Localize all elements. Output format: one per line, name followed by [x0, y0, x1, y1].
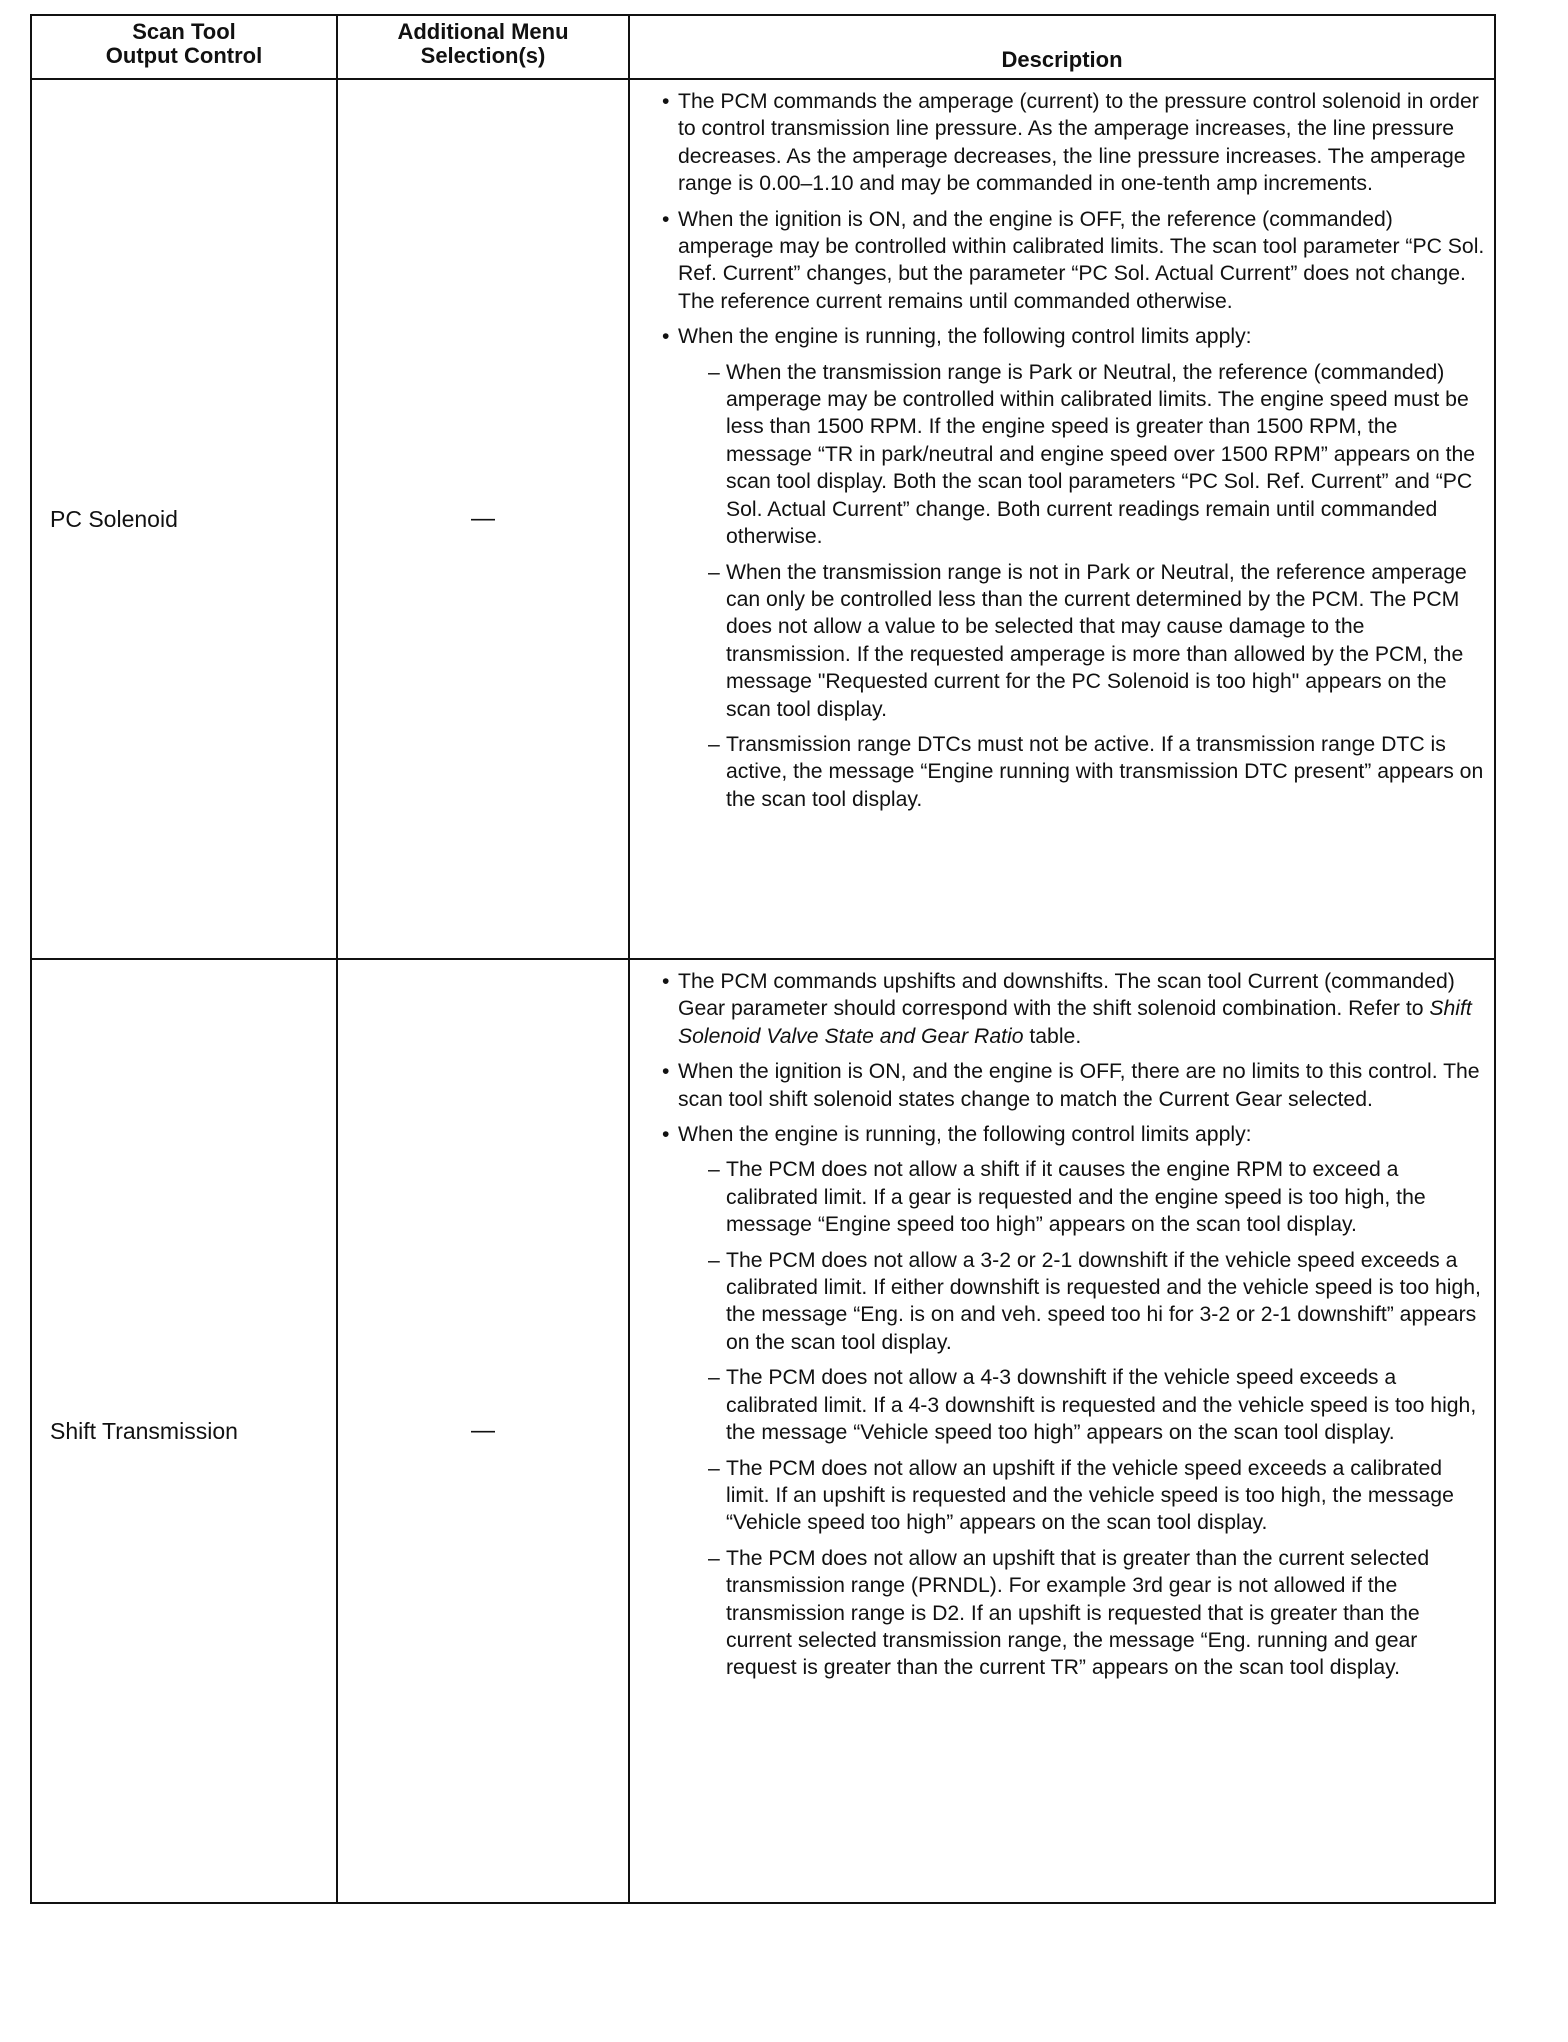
- menu-selection-value: —: [471, 505, 495, 532]
- description-cell: [630, 960, 1494, 1902]
- table-header-row: [32, 16, 1494, 80]
- sub-item: – The PCM does not allow an upshift that is greater than the current selected transmission range (PRNDL). For example 3rd gear is not allowed if the transmission range is D2. If an upshift is requested that is greater than the current selected transmission range, the message “Eng. running and gear request is greater than the current TR” appears on the scan tool display.: [630, 1545, 1488, 1682]
- menu-selection-cell: [338, 80, 630, 958]
- description-cell: [630, 80, 1494, 958]
- bullet-item: • When the ignition is ON, and the engine is OFF, the reference (commanded) amperage may be controlled within calibrated limits. The scan tool parameter “PC Sol. Ref. Current” changes, but the parameter “PC Sol. Actual Current” does not change. The reference current remains until commanded otherwise.: [630, 206, 1488, 316]
- sub-item: – When the transmission range is not in Park or Neutral, the reference amperage can only be controlled less than the current determined by the PCM. The PCM does not allow a value to be selected that may cause damage to the transmission. If the requested amperage is more than allowed by the PCM, the message "Requested current for the PC Solenoid is too high" appears on the scan tool display.: [630, 559, 1488, 723]
- header-text: Scan Tool: [132, 19, 236, 44]
- header-menu-selection: [338, 16, 630, 78]
- bullet-text: table.: [1023, 1024, 1082, 1048]
- header-description: [630, 16, 1494, 78]
- output-control-cell: [32, 80, 338, 958]
- bullet-item: • When the engine is running, the following control limits apply:: [630, 1121, 1488, 1148]
- header-text: Selection(s): [420, 43, 546, 68]
- bullet-item: • The PCM commands the amperage (current) to the pressure control solenoid in order to control transmission line pressure. As the amperage increases, the line pressure decreases. As the amperage decreases, the line pressure increases. The amperage range is 0.00–1.10 and may be commanded in one-tenth amp increments.: [630, 88, 1488, 198]
- bullet-text: The PCM commands upshifts and downshifts. The scan tool Current (commanded) Gear parameter should correspond with the shift solenoid combination. Refer to: [678, 970, 1455, 1021]
- output-control-cell: [32, 960, 338, 1902]
- header-text: Additional Menu: [397, 19, 569, 44]
- header-output-control: [32, 16, 338, 78]
- sub-item: – Transmission range DTCs must not be active. If a transmission range DTC is active, the message “Engine running with transmission DTC present” appears on the scan tool display.: [630, 731, 1488, 813]
- sub-item: – The PCM does not allow a 4-3 downshift if the vehicle speed exceeds a calibrated limit. If a 4-3 downshift is requested and the vehicle speed is too high, the message “Vehicle speed too high” appears on the scan tool display.: [630, 1364, 1488, 1446]
- bullet-item: • When the ignition is ON, and the engine is OFF, there are no limits to this control. The scan tool shift solenoid states change to match the Current Gear selected.: [630, 1058, 1488, 1113]
- menu-selection-cell: [338, 960, 630, 1902]
- sub-item: – The PCM does not allow a shift if it causes the engine RPM to exceed a calibrated limit. If a gear is requested and the engine speed is too high, the message “Engine speed too high” appears on the scan tool display.: [630, 1156, 1488, 1238]
- output-control-table: [30, 14, 1496, 1904]
- output-control-label: PC Solenoid: [50, 505, 178, 532]
- menu-selection-value: —: [471, 1417, 495, 1444]
- bullet-item: [630, 968, 1488, 1050]
- table-reference: Shift Solenoid Valve State and Gear Ratio: [678, 997, 1472, 1048]
- sub-item: – The PCM does not allow an upshift if the vehicle speed exceeds a calibrated limit. If an upshift is requested and the vehicle speed is too high, the message “Vehicle speed too high” appears on the scan tool display.: [630, 1455, 1488, 1537]
- table-row: [32, 960, 1494, 1902]
- output-control-label: Shift Transmission: [50, 1417, 238, 1444]
- bullet-item: • When the engine is running, the following control limits apply:: [630, 323, 1488, 350]
- table-row: [32, 80, 1494, 960]
- sub-item: – When the transmission range is Park or Neutral, the reference (commanded) amperage may be controlled within calibrated limits. The engine speed must be less than 1500 RPM. If the engine speed is greater than 1500 RPM, the message “TR in park/neutral and engine speed over 1500 RPM” appears on the scan tool display. Both the scan tool parameters “PC Sol. Ref. Current” and “PC Sol. Actual Current” change. Both current readings remain until commanded otherwise.: [630, 359, 1488, 551]
- header-text: Description: [1001, 47, 1123, 72]
- sub-item: – The PCM does not allow a 3-2 or 2-1 downshift if the vehicle speed exceeds a calibrated limit. If either downshift is requested and the vehicle speed is too high, the message “Eng. is on and veh. speed too hi for 3-2 or 2-1 downshift” appears on the scan tool display.: [630, 1247, 1488, 1357]
- header-text: Output Control: [105, 43, 263, 68]
